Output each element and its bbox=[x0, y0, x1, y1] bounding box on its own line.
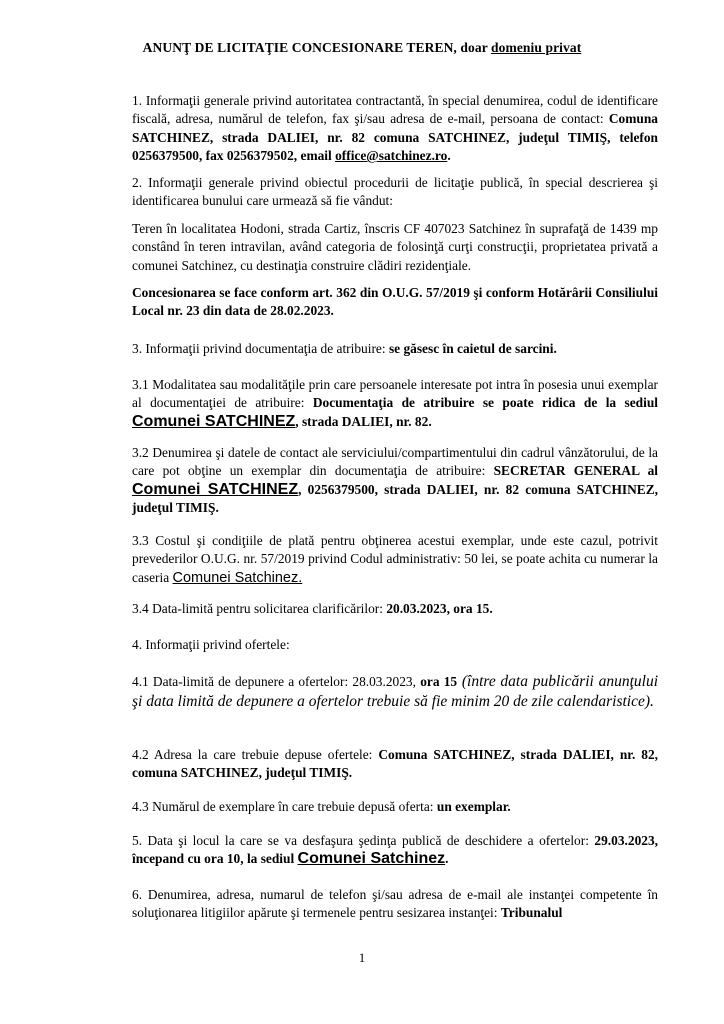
section-3-2 bbox=[132, 444, 658, 518]
section-3 bbox=[132, 340, 658, 358]
page-number: 1 bbox=[358, 950, 366, 965]
section-2 bbox=[132, 174, 658, 211]
s31-commune: Comunei SATCHINEZ bbox=[132, 412, 296, 430]
s1-end: . bbox=[447, 148, 451, 164]
section-5 bbox=[132, 832, 658, 869]
s3-text: 3. Informaţii privind documentaţia de atribuire: bbox=[132, 341, 389, 356]
title-text: ANUNŢ DE LICITAŢIE CONCESIONARE TEREN, doar bbox=[142, 40, 492, 55]
section-1 bbox=[132, 92, 658, 166]
s41-hour: ora 15 bbox=[420, 674, 458, 689]
s32-bold: SECRETAR GENERAL al bbox=[493, 463, 658, 479]
s31-bold: Documentaţia de atribuire se poate ridica de la sediul bbox=[312, 395, 659, 411]
section-2-description bbox=[132, 220, 658, 275]
section-6 bbox=[132, 886, 658, 923]
s42-text: 4.2 Adresa la care trebuie depuse ofertele: bbox=[132, 747, 379, 762]
s43-count: un exemplar. bbox=[436, 799, 511, 814]
s34-date: 20.03.2023, ora 15. bbox=[386, 601, 493, 616]
s5-end: . bbox=[445, 851, 449, 867]
section-2-legal bbox=[132, 284, 658, 321]
s32-end: , 0256379500, strada DALIEI, nr. 82 comuna SATCHINEZ, judeţul TIMIŞ. bbox=[132, 481, 658, 516]
section-4-3 bbox=[132, 798, 658, 816]
section-3-1 bbox=[132, 376, 658, 431]
s43-text: 4.3 Numărul de exemplare în care trebuie depusă oferta: bbox=[132, 799, 437, 814]
s41-text: 4.1 Data-limită de depunere a ofertelor: 28.03.2023, bbox=[132, 674, 421, 689]
s3-bold: se găsesc în caietul de sarcini. bbox=[388, 341, 557, 356]
s1-text: 1. Informaţii generale privind autoritatea contractantă, în special denumirea, codul de identificare fiscală, adresa, numărul de telefon, fax şi/sau adresa de e-mail, persoana de contact: bbox=[132, 93, 658, 127]
title-underlined: domeniu privat bbox=[491, 40, 582, 55]
s2c-text: Concesionarea se face conform art. 362 din O.U.G. 57/2019 şi conform Hotărârii Consiliului Local nr. 23 din data de 28.02.2023. bbox=[132, 285, 658, 319]
s4-text: 4. Informaţii privind ofertele: bbox=[132, 637, 290, 652]
s32-text: 3.2 Denumirea şi datele de contact ale serviciului/compartimentului din cadrul vânzătorului, de la care pot obţine un exemplar din documentaţia de atribuire: bbox=[132, 445, 658, 479]
section-3-4 bbox=[132, 600, 658, 618]
s1-contact: Comuna SATCHINEZ, strada DALIEI, nr. 82 comuna SATCHINEZ, judeţul TIMIŞ, telefon 0256379500, fax 0256379502, email bbox=[132, 111, 658, 164]
s42-address: Comuna SATCHINEZ, strada DALIEI, nr. 82, comuna SATCHINEZ, judeţul TIMIŞ. bbox=[132, 747, 658, 781]
document-title bbox=[0, 40, 724, 56]
s31-end: , strada DALIEI, nr. 82. bbox=[295, 413, 432, 429]
section-4-2 bbox=[132, 746, 658, 783]
s2-text: 2. Informaţii generale privind obiectul procedurii de licitaţie publică, în special descrierea şi identificarea bunului care urmează să fie vândut: bbox=[132, 175, 658, 209]
s33-commune: Comunei Satchinez. bbox=[172, 569, 303, 586]
s41-note: (între data publicării anunţului şi data limită de depunere a ofertelor trebuie să fie minim 20 de zile calendaristice). bbox=[132, 673, 658, 710]
s34-text: 3.4 Data-limită pentru solicitarea clarificărilor: bbox=[132, 601, 387, 616]
s32-commune: Comunei SATCHINEZ bbox=[132, 480, 299, 498]
s2b-text: Teren în localitatea Hodoni, strada Cartiz, înscris CF 407023 Satchinez în suprafaţă de 1439 mp constând în teren intravilan, având categoria de folosinţă curţi construcţii, proprietatea privată a comunei Satchinez, cu destinaţia construire clădiri rezidenţiale. bbox=[132, 221, 658, 273]
s5-commune: Comunei Satchinez bbox=[297, 850, 446, 868]
s5-text: 5. Data şi locul la care se va desfaşura şedinţa publică de deschidere a ofertelor: bbox=[132, 833, 595, 848]
section-4-1 bbox=[132, 672, 658, 712]
s31-text: 3.1 Modalitatea sau modalităţile prin care persoanele interesate pot intra în posesia unui exemplar al documentaţiei de atribuire: bbox=[132, 377, 658, 411]
s1-email-link[interactable]: office@satchinez.ro bbox=[335, 148, 448, 164]
section-4 bbox=[132, 636, 658, 654]
s5-datetime: 29.03.2023, începand cu ora 10, la sediul bbox=[132, 833, 658, 867]
s6-court: Tribunalul bbox=[500, 905, 563, 921]
s33-text: 3.3 Costul şi condiţiile de plată pentru obţinerea acestui exemplar, unde este cazul, potrivit prevederilor O.U.G. nr. 57/2019 privind Codul administrativ: 50 lei, se poate achita cu numerar la caseria bbox=[132, 533, 658, 585]
s6-text: 6. Denumirea, adresa, numarul de telefon şi/sau adresa de e-mail ale instanţei competente în soluţionarea litigiilor apărute şi termenele pentru sesizarea instanţei: bbox=[132, 887, 658, 921]
section-3-3 bbox=[132, 532, 658, 587]
